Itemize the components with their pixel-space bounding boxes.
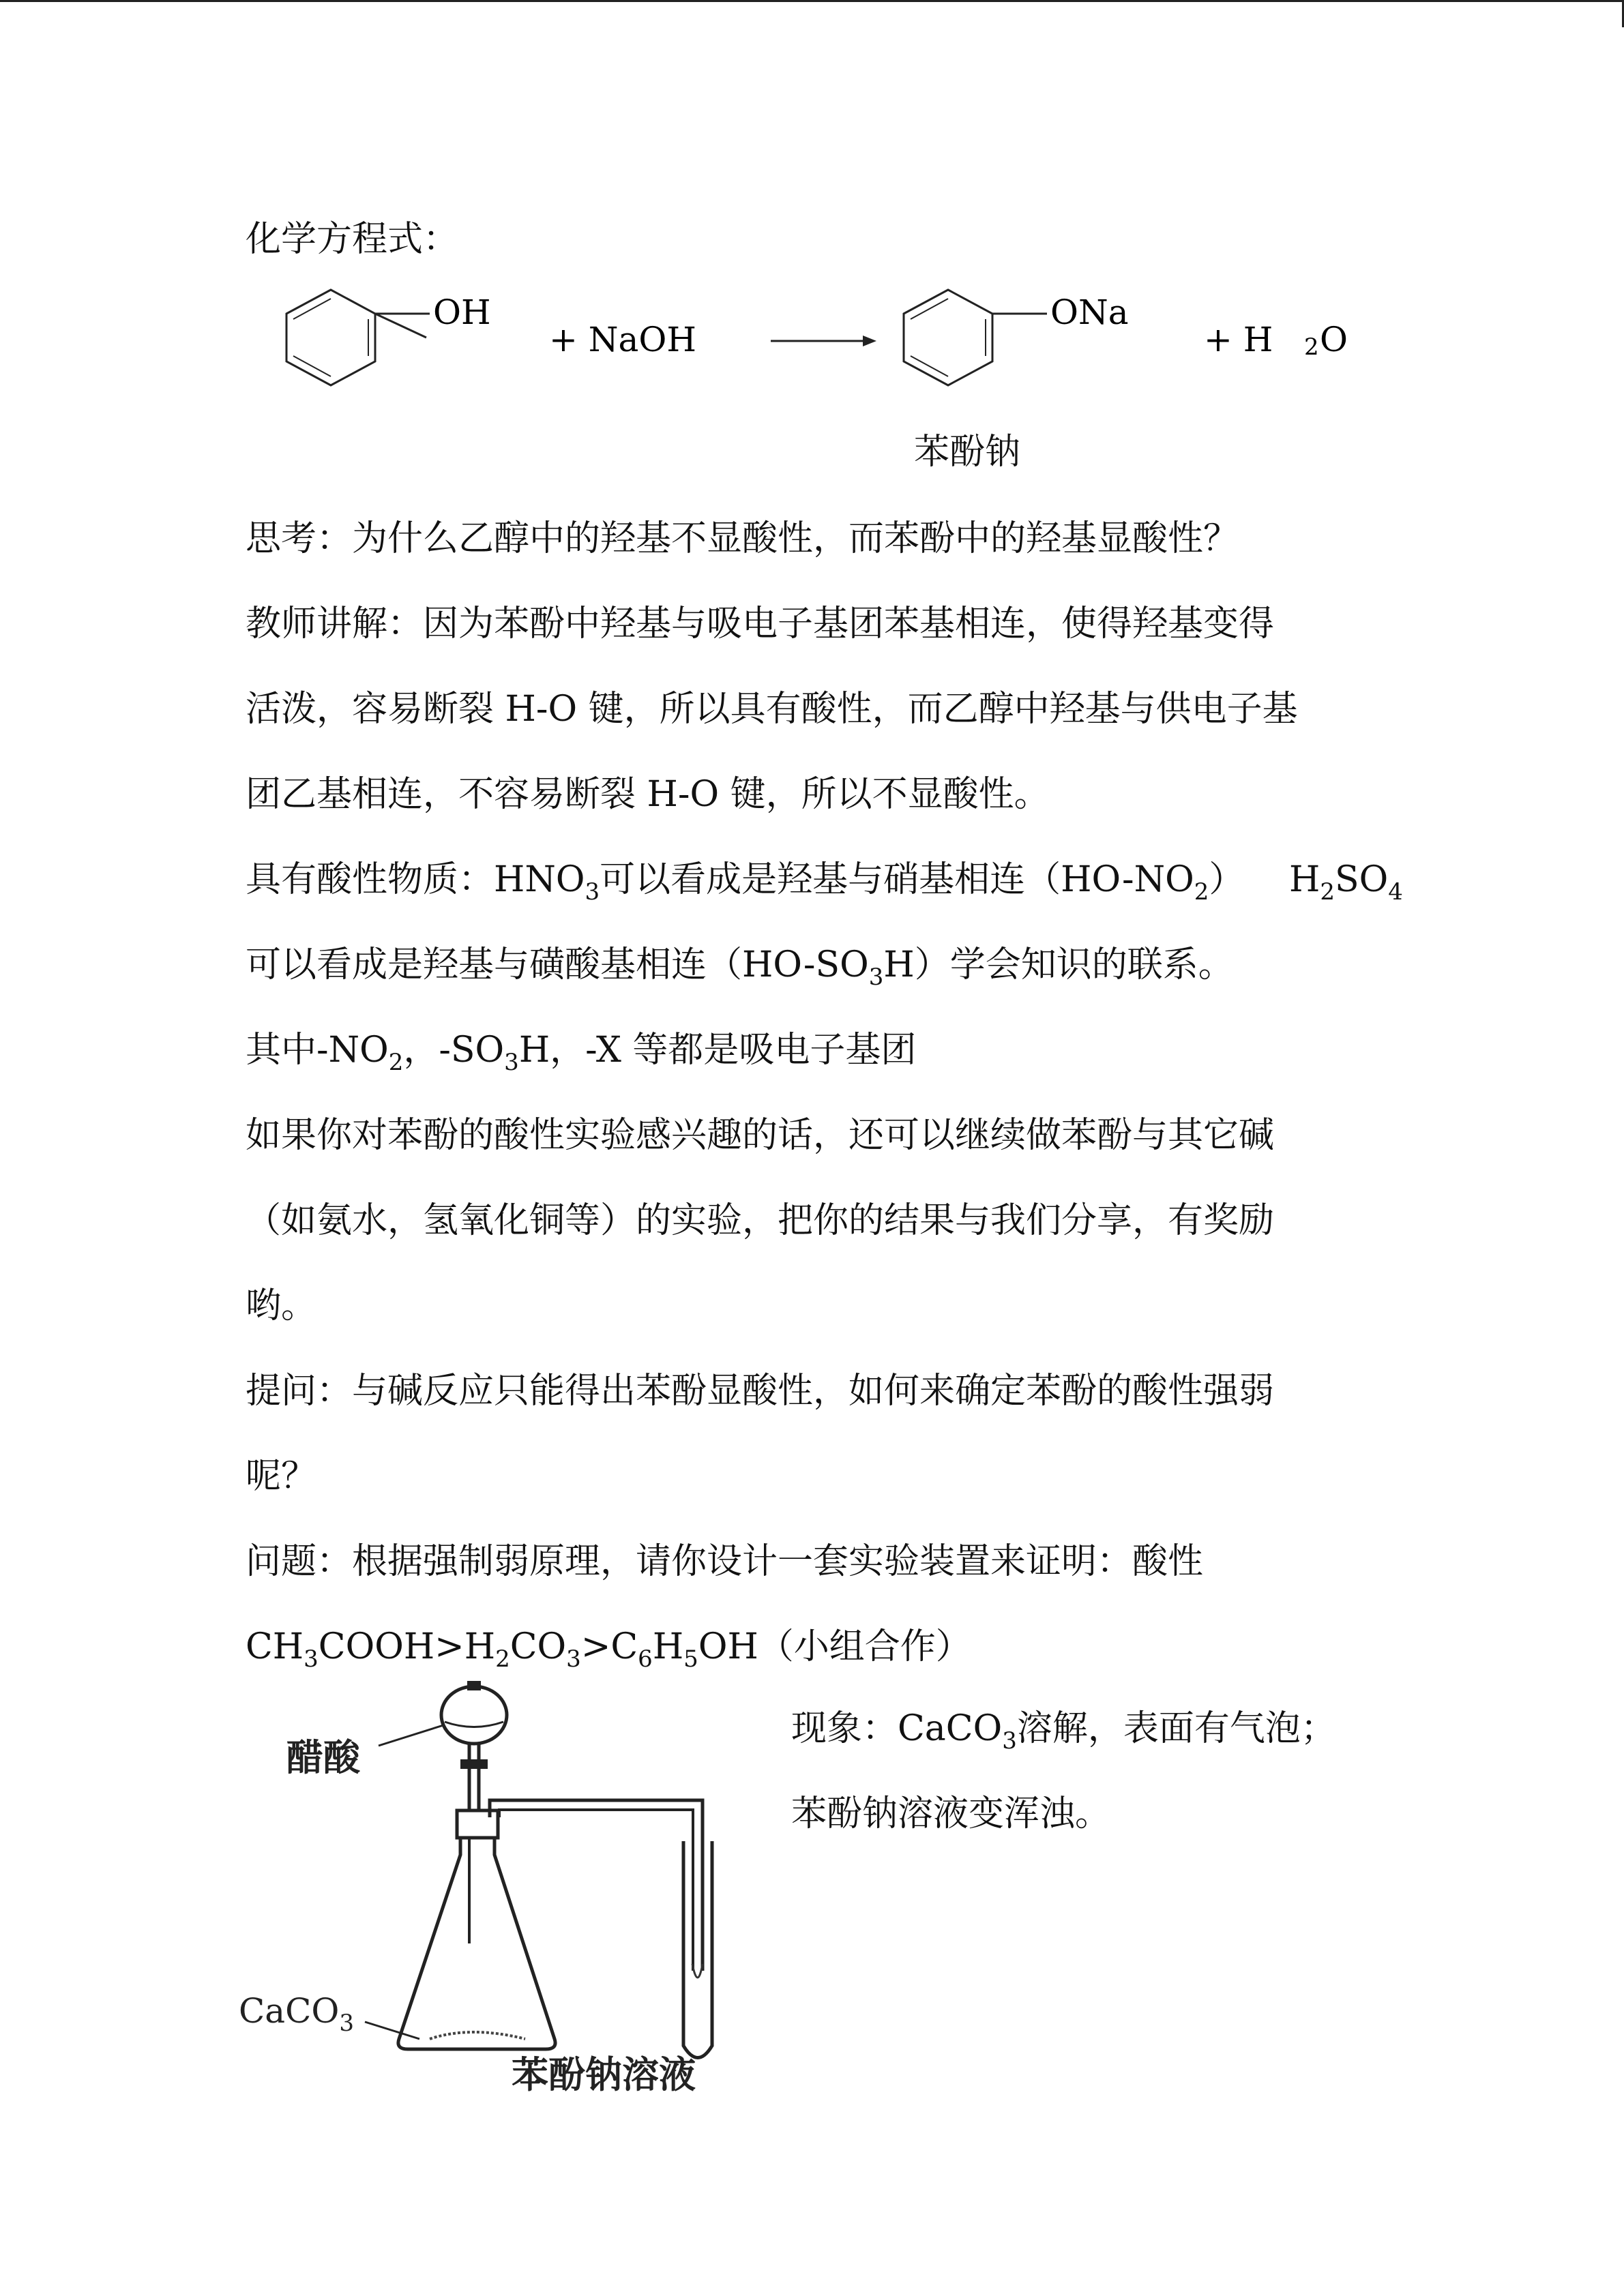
ask-line-1: 提问：与碱反应只能得出苯酚显酸性，如何来确定苯酚的酸性强弱: [246, 1371, 1275, 1412]
h2so4: $H_2SO_4$: [1289, 859, 1403, 906]
problem-line-2: $CH_3COOH>H_2CO_3>C_6H_5OH$（小组合作）: [246, 1626, 971, 1673]
chemical-equation: [246, 286, 1405, 409]
problem-line-1: 问题：根据强制弱原理，请你设计一套实验装置来证明：酸性: [246, 1541, 1204, 1582]
interest-line-3: 哟。: [246, 1285, 317, 1326]
phenol-ring: [286, 290, 375, 385]
ona-label: ONa: [1050, 293, 1129, 332]
oh-label: OH: [433, 293, 491, 332]
heading: 化学方程式：: [246, 219, 459, 260]
explain-line-1: 教师讲解：因为苯酚中羟基与吸电子基团苯基相连，使得羟基变得: [246, 603, 1275, 644]
interest-line-1: 如果你对苯酚的酸性实验感兴趣的话，还可以继续做苯酚与其它碱: [246, 1115, 1275, 1156]
stopper: [457, 1810, 498, 1838]
funnel-bulb: [441, 1686, 507, 1744]
page-border-top: [0, 0, 1624, 2]
observation-line-2: 苯酚钠溶液变浑浊。: [791, 1793, 1111, 1834]
equation-graphic: [246, 286, 1405, 409]
acetic-acid-label: 醋酸: [286, 1736, 360, 1779]
apparatus-diagram: [225, 1678, 784, 2096]
observation-line-1: 现象：CaCO$_3$溶解，表面有气泡；: [791, 1708, 1336, 1755]
ask-line-2: 呢？: [246, 1456, 317, 1497]
naoh-label: + NaOH: [549, 320, 696, 359]
oh-bond: [375, 314, 426, 338]
water-o: O: [1320, 320, 1348, 359]
delivery-tube: [490, 1800, 703, 1971]
think-line: 思考：为什么乙醇中的羟基不显酸性，而苯酚中的羟基显酸性？: [246, 518, 1239, 559]
conical-flask: [398, 1838, 555, 2049]
sulfonic-line: 可以看成是羟基与磺酸基相连$(HO-SO_3H)$学会知识的联系。: [246, 944, 1234, 991]
phenoxide-ring: [904, 290, 992, 385]
explain-line-2: 活泼，容易断裂 H-O 键，所以具有酸性，而乙醇中羟基与供电子基: [246, 689, 1298, 730]
test-tube: [683, 1841, 712, 2058]
interest-line-2: （如氨水，氢氧化铜等）的实验，把你的结果与我们分享，有奖励: [246, 1200, 1275, 1241]
phenoxide-solution-label: 苯酚钠溶液: [512, 2053, 696, 2096]
caco3-label: CaCO$_3$: [239, 1991, 354, 2037]
equation-caption: 苯酚钠: [914, 432, 1021, 473]
water-h: + H: [1204, 320, 1273, 359]
acid-line: 具有酸性物质：$HNO_3$可以看成是羟基与硝基相连$(HO-NO_2)$ $H_2SO_4$: [246, 856, 1391, 908]
groups-line: 其中$-NO_2$，$-SO_3H$，-X 等都是吸电子基团: [246, 1030, 917, 1076]
water-sub: 2: [1304, 333, 1319, 361]
explain-line-3: 团乙基相连，不容易断裂 H-O 键，所以不显酸性。: [246, 774, 1050, 815]
caco3-solid: [430, 2032, 525, 2039]
